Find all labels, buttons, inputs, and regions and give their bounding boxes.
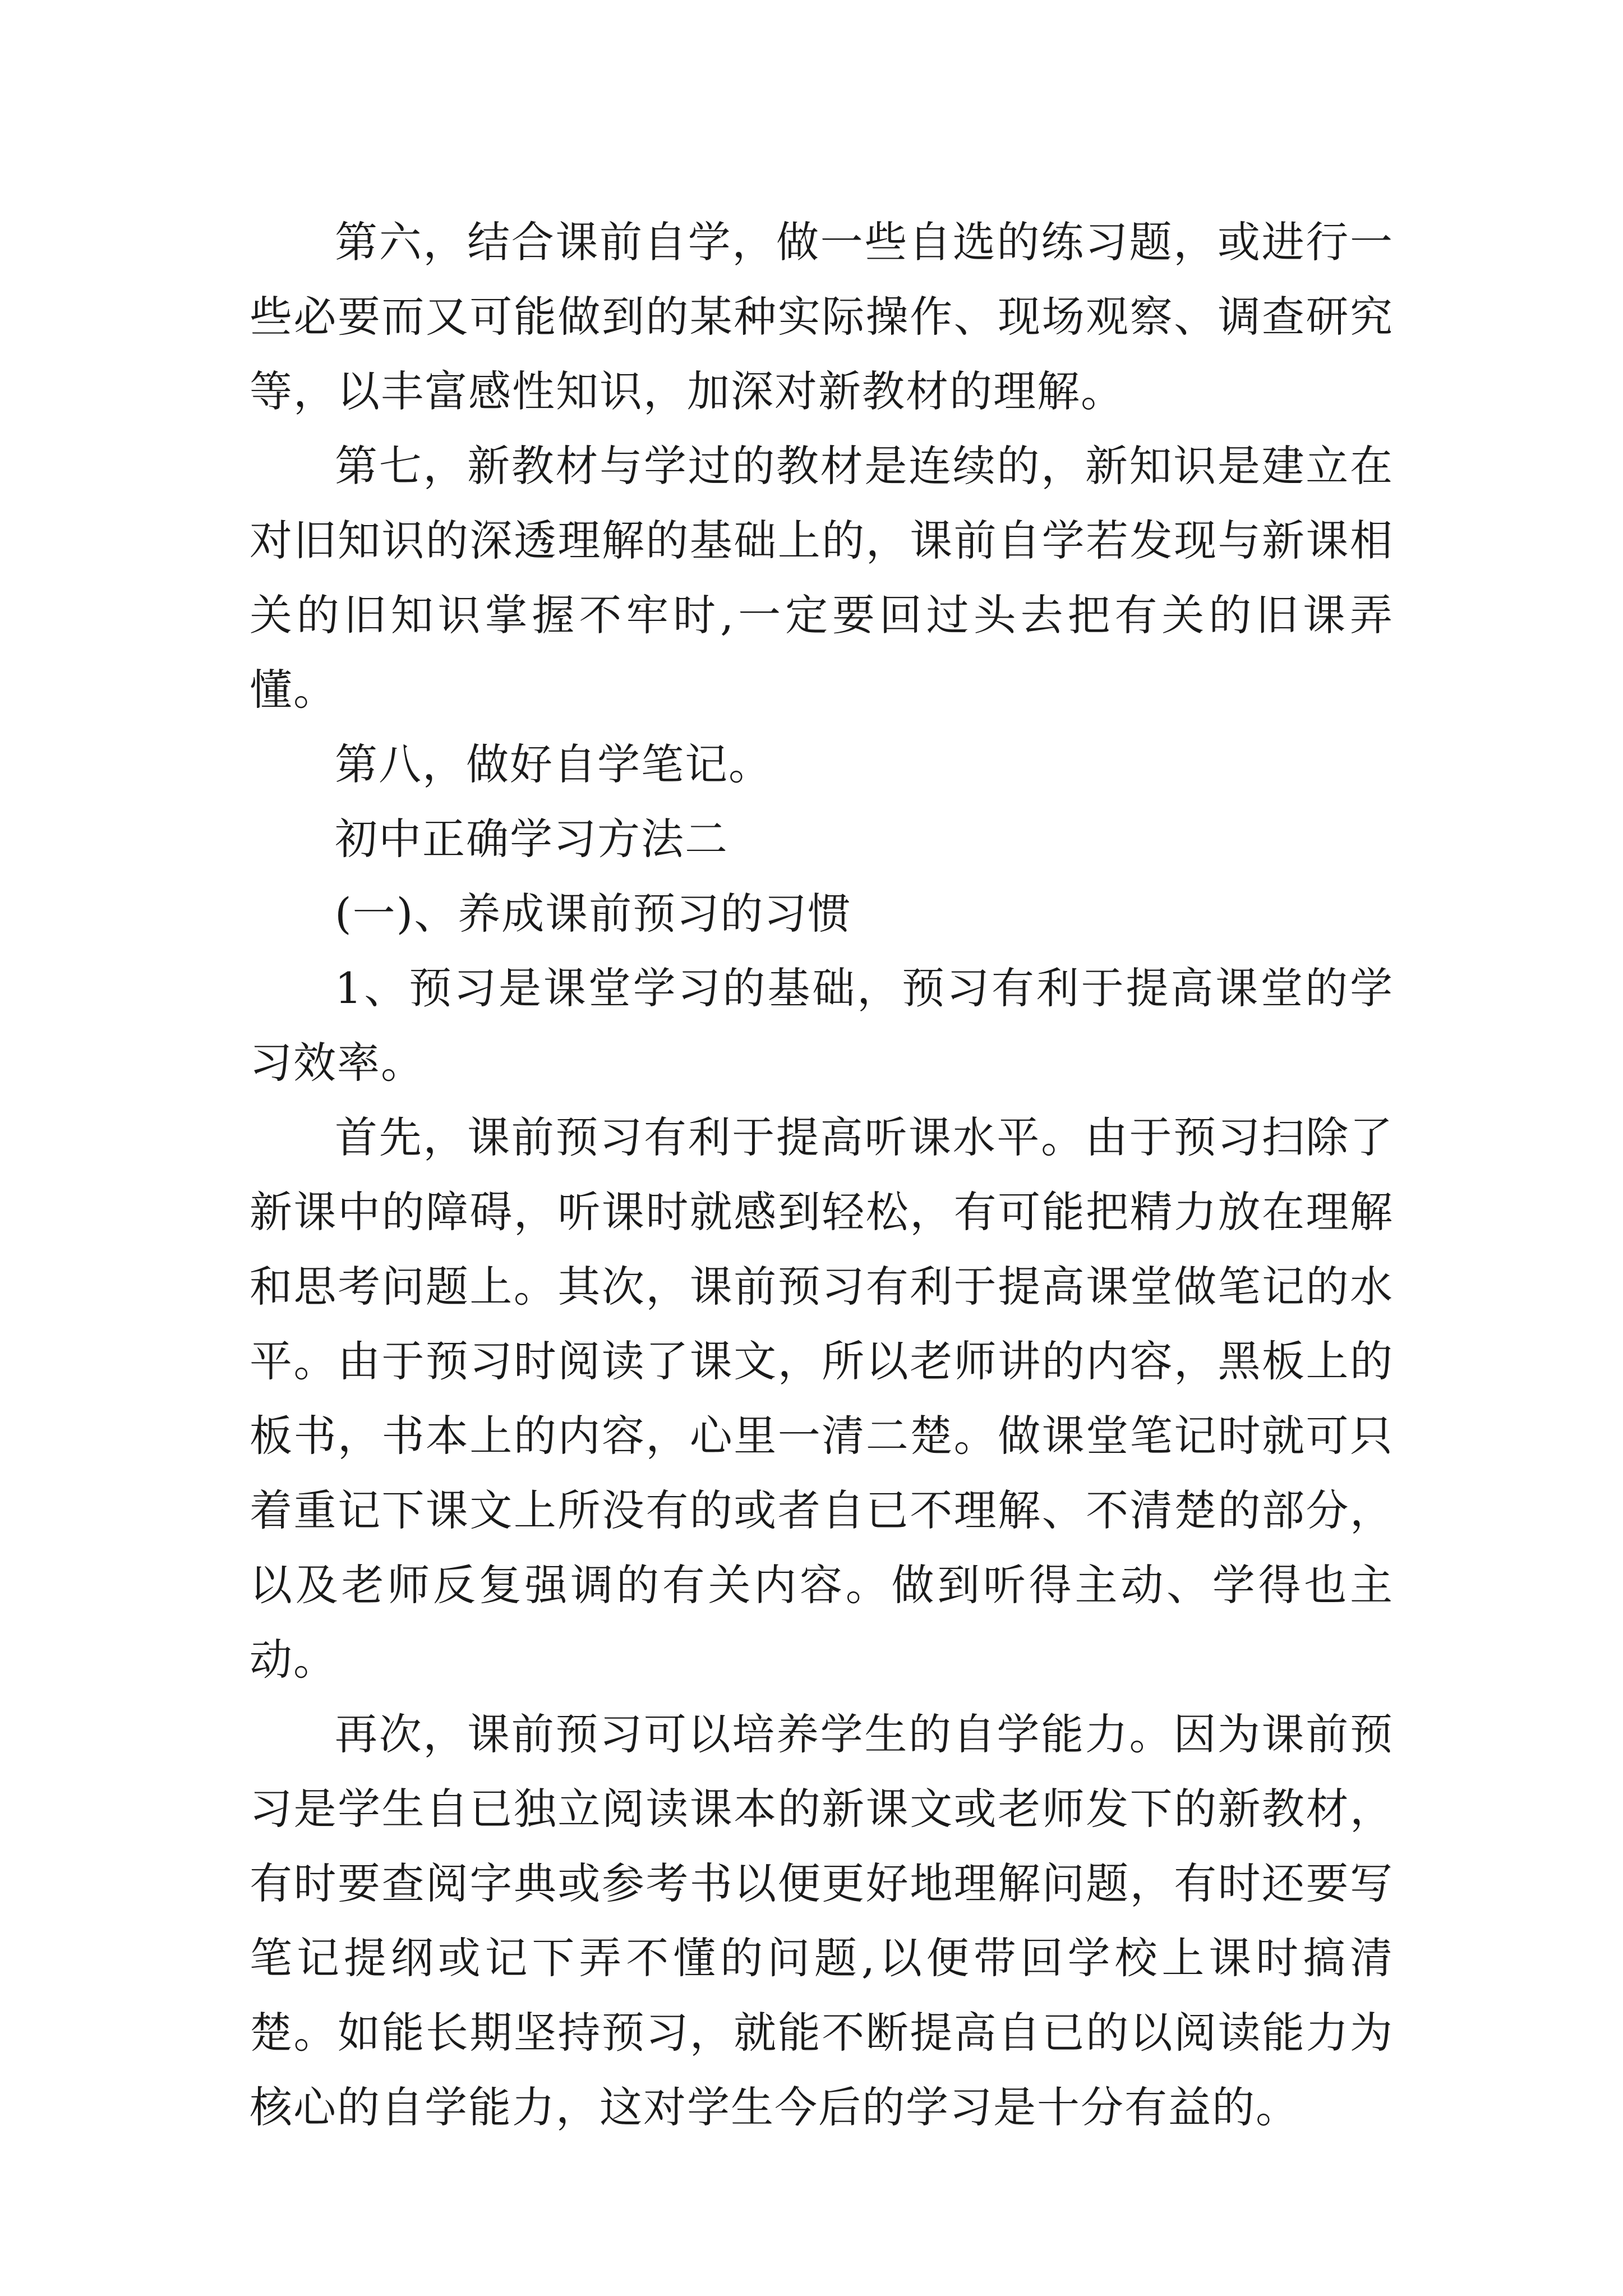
paragraph-7: 第七，新教材与学过的教材是连续的，新知识是建立在对旧知识的深透理解的基础上的，课前自学若发现与新课相关的旧知识掌握不牢时,一定要回过头去把有关的旧课弄懂。 [250,441,1394,715]
document-body [250,205,1394,2145]
paragraph-6: 第六，结合课前自学，做一些自选的练习题，或进行一些必要而又可能做到的某种实际操作、现场观察、调查研究等，以丰富感性知识，加深对新教材的理解。 [250,217,1394,416]
paragraph-first: 首先，课前预习有利于提高听课水平。由于预习扫除了新课中的障碍，听课时就感到轻松，有可能把精力放在理解和思考问题上。其次，课前预习有利于提高课堂做笔记的水平。由于预习时阅读了课文，所以老师讲的内容，黑板上的板书，书本上的内容，心里一清二楚。做课堂笔记时就可只着重记下课文上所没有的或者自已不理解、不清楚的部分，以及老师反复强调的有关内容。做到听得主动、学得也主动。 [250,1112,1394,1685]
paragraph-again: 再次，课前预习可以培养学生的自学能力。因为课前预习是学生自已独立阅读课本的新课文或老师发下的新教材，有时要查阅字典或参考书以便更好地理解问题，有时还要写笔记提纲或记下弄不懂的问题,以便带回学校上课时搞清楚。如能长期坚持预习，就能不断提高自已的以阅读能力为核心的自学能力，这对学生今后的学习是十分有益的。 [250,1709,1394,2132]
subsection-heading: (一)、养成课前预习的习惯 [335,889,852,938]
paragraph-8: 第八，做好自学笔记。 [335,739,772,789]
point-1: 1、预习是课堂学习的基础，预习有利于提高课堂的学习效率。 [250,963,1394,1088]
section-heading: 初中正确学习方法二 [335,814,728,864]
